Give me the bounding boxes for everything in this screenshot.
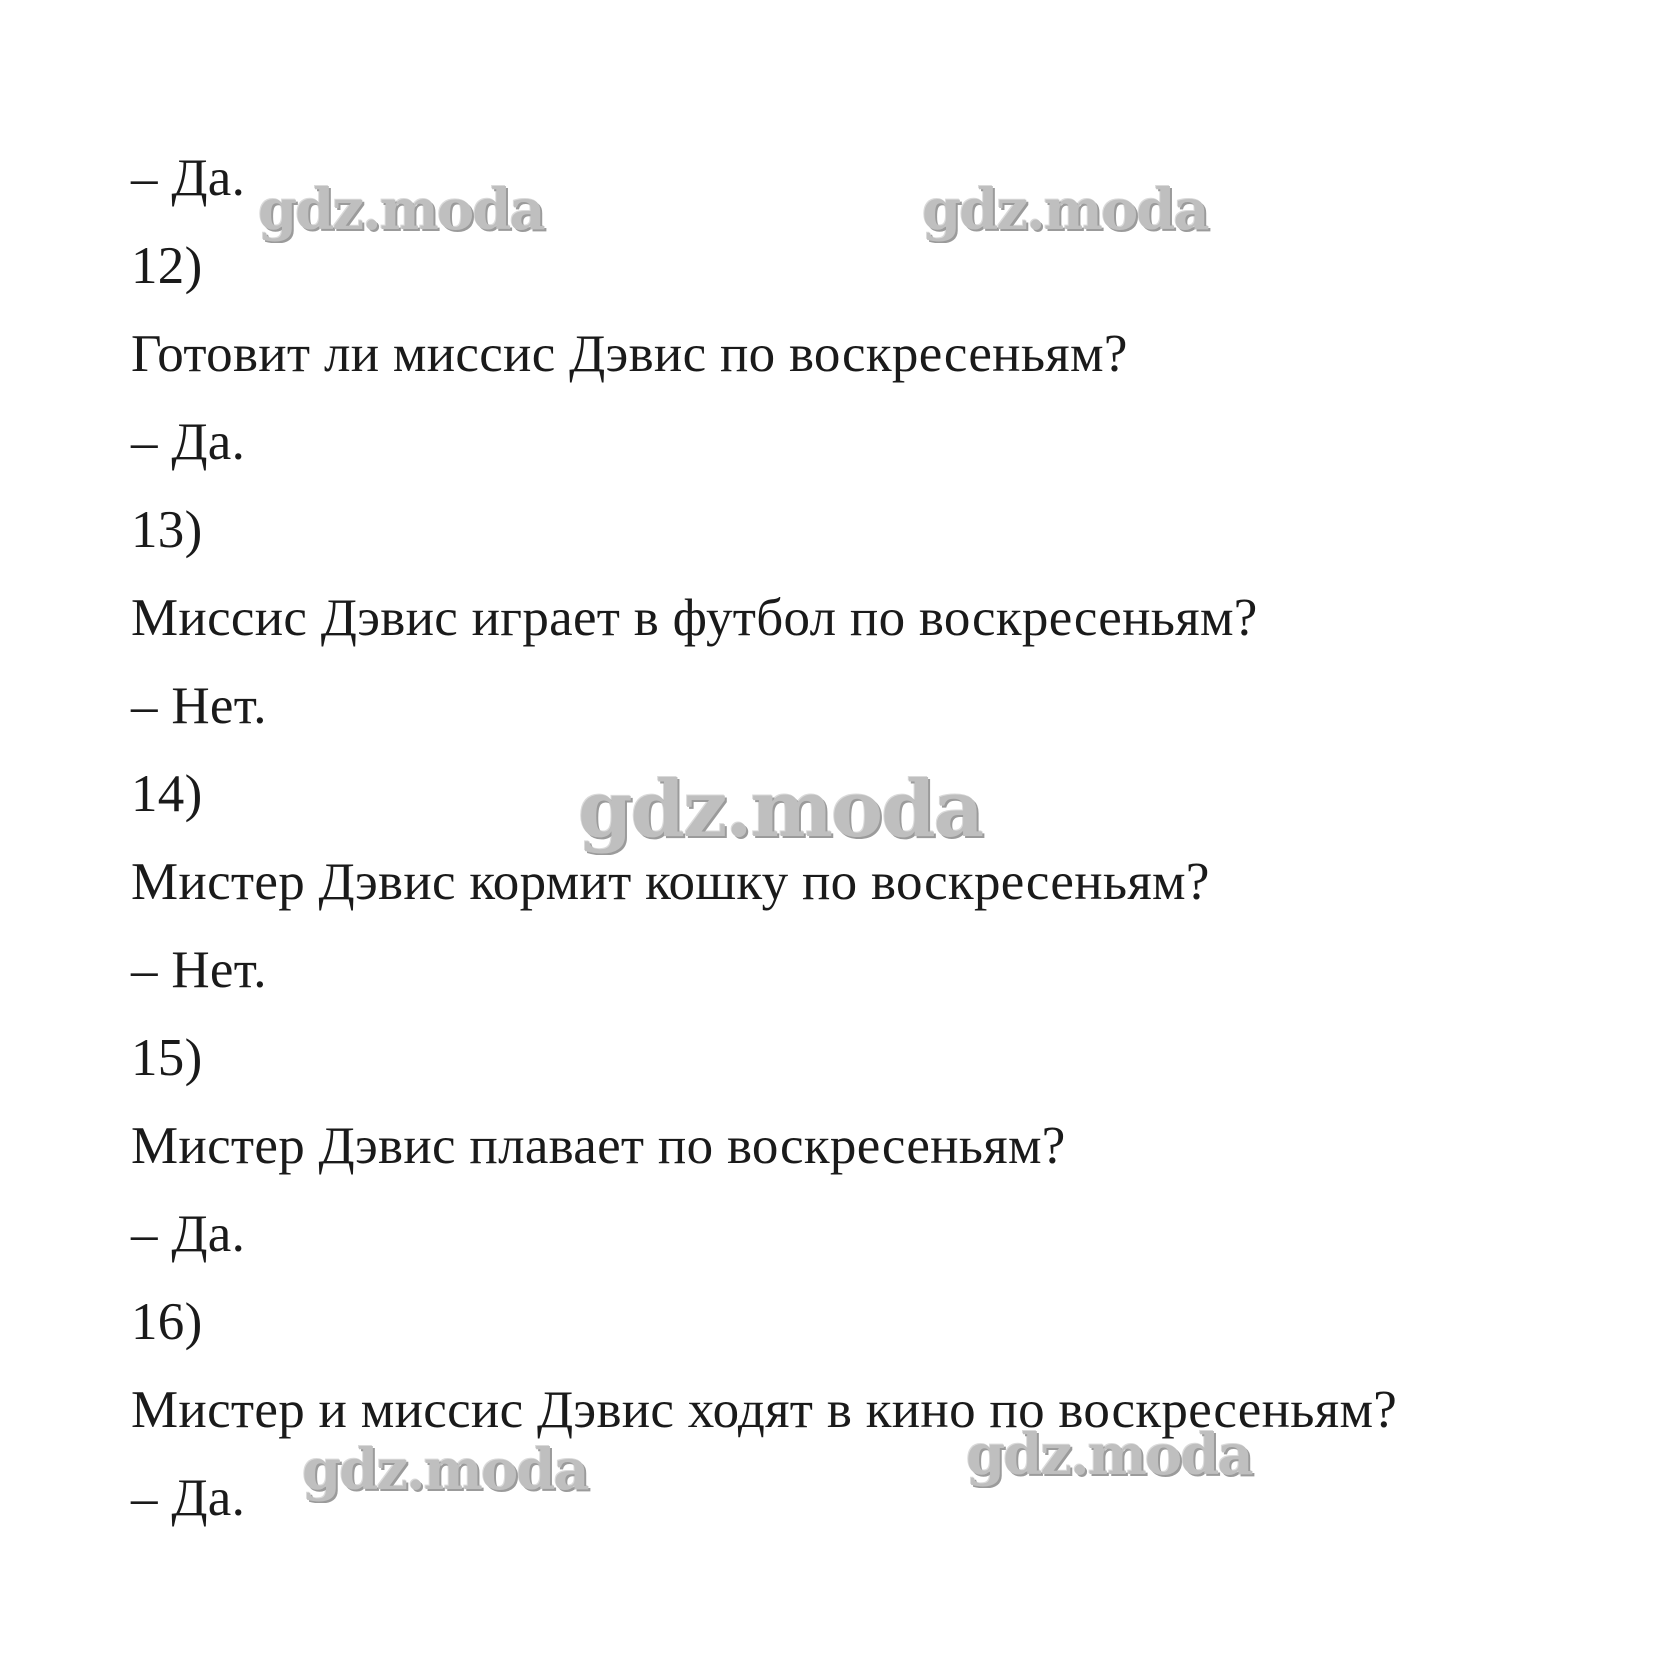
answer-line: – Нет. [131,941,267,999]
question-line: Готовит ли миссис Дэвис по воскресеньям? [131,325,1128,383]
item-number: 13) [131,501,203,559]
question-line: Мистер Дэвис кормит кошку по воскресеньям? [131,853,1210,911]
watermark: gdz.moda [922,177,1208,243]
watermark: gdz.moda [302,1437,588,1503]
item-number: 15) [131,1029,203,1087]
item-number: 16) [131,1293,203,1351]
answer-line: – Да. [131,413,246,471]
question-line: Мистер и миссис Дэвис ходят в кино по воскресеньям? [131,1381,1398,1439]
answer-line: – Да. [131,1469,246,1527]
watermark: gdz.moda [258,177,544,243]
question-line: Миссис Дэвис играет в футбол по воскресеньям? [131,589,1258,647]
item-number: 12) [131,237,203,295]
watermark: gdz.moda [578,764,983,855]
watermark: gdz.moda [966,1422,1252,1488]
item-number: 14) [131,765,203,823]
answer-line: – Нет. [131,677,267,735]
answer-line: – Да. [131,1205,246,1263]
question-line: Мистер Дэвис плавает по воскресеньям? [131,1117,1066,1175]
answer-line: – Да. [131,149,246,207]
